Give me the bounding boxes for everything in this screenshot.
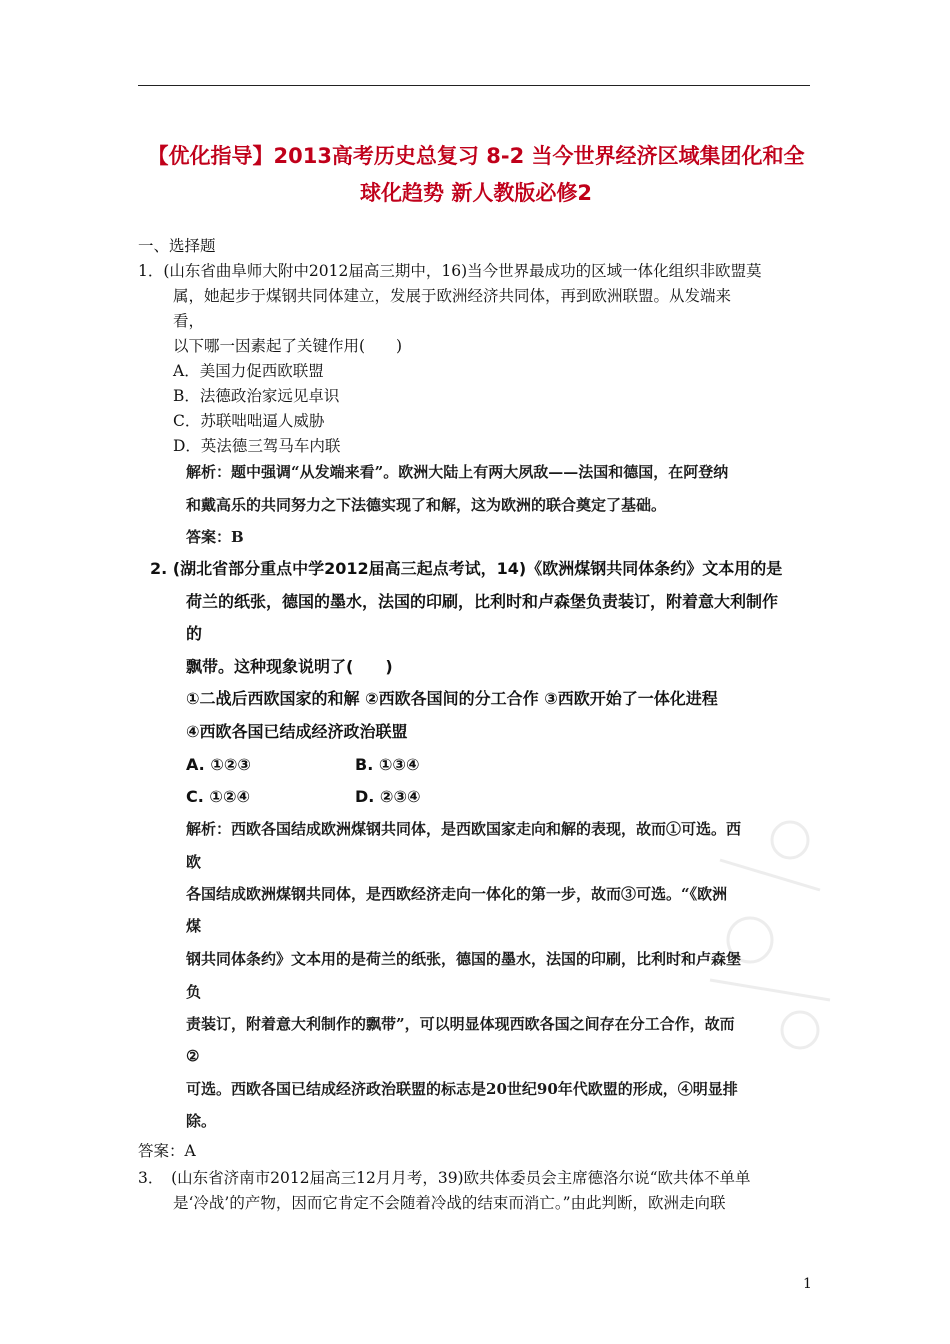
q1-line-2: 属，她起步于煤钢共同体建立，发展于欧洲经济共同体，再到欧洲联盟。从发端来: [173, 287, 732, 305]
q2-analysis-line: 负: [186, 983, 202, 1001]
page-number: 1: [803, 1276, 812, 1292]
section-heading: 一、选择题: [138, 237, 216, 255]
q2-statements-1: ①二战后西欧国家的和解 ②西欧各国间的分工合作 ③西欧开始了一体化进程: [186, 689, 718, 708]
q2-analysis-line: 可选。西欧各国已结成经济政治联盟的标志是20世纪90年代欧盟的形成，④明显排: [186, 1080, 738, 1098]
q1-option-b: B．法德政治家远见卓识: [173, 387, 340, 405]
q1-analysis-line-1: 解析：题中强调“从发端来看”。欧洲大陆上有两大夙敌——法国和德国，在阿登纳: [186, 463, 729, 481]
q2-analysis-line: 解析：西欧各国结成欧洲煤钢共同体，是西欧国家走向和解的表现，故而①可选。西: [186, 820, 742, 838]
q2-analysis-line: 各国结成欧洲煤钢共同体，是西欧经济走向一体化的第一步，故而③可选。“《欧洲: [186, 885, 728, 903]
q2-analysis-line: 责装订，附着意大利制作的飘带”，可以明显体现西欧各国之间存在分工合作，故而: [186, 1015, 735, 1033]
q1-line-1: 1．(山东省曲阜师大附中2012届高三期中，16)当今世界最成功的区域一体化组织非欧盟莫: [138, 262, 762, 280]
q1-line-4: 以下哪一因素起了关键作用( ): [173, 337, 403, 355]
q1-option-c: C．苏联咄咄逼人威胁: [173, 412, 325, 430]
q1-analysis-line-2: 和戴高乐的共同努力之下法德实现了和解，这为欧洲的联合奠定了基础。: [186, 496, 667, 514]
q2-statements-2: ④西欧各国已结成经济政治联盟: [186, 722, 408, 741]
title-line-2: 球化趋势 新人教版必修2: [360, 181, 592, 205]
q2-answer: 答案：A: [138, 1142, 196, 1160]
q2-line-3: 的: [186, 624, 203, 643]
q2-option-b: B. ①③④: [355, 755, 420, 774]
q2-analysis-line: 煤: [186, 917, 202, 935]
q2-analysis-line: ②: [186, 1047, 200, 1065]
q2-option-d: D. ②③④: [355, 787, 421, 806]
q1-option-d: D．英法德三驾马车内联: [173, 437, 341, 455]
q1-option-a: A．美国力促西欧联盟: [173, 362, 324, 380]
q3-line-2: 是‘冷战’的产物，因而它肯定不会随着冷战的结束而消亡。”由此判断，欧洲走向联: [173, 1194, 726, 1212]
q2-line-1: 2. (湖北省部分重点中学2012届高三起点考试，14)《欧洲煤钢共同体条约》文本用的是: [150, 559, 783, 578]
q2-analysis-line: 钢共同体条约》文本用的是荷兰的纸张，德国的墨水，法国的印刷，比利时和卢森堡: [186, 950, 742, 968]
q3-line-1: 3． (山东省济南市2012届高三12月月考，39)欧共体委员会主席德洛尔说“欧共体不单单: [138, 1169, 751, 1187]
q2-option-c: C. ①②④: [186, 787, 251, 806]
q2-line-4: 飘带。这种现象说明了( ): [186, 657, 393, 676]
q2-line-2: 荷兰的纸张，德国的墨水，法国的印刷，比利时和卢森堡负责装订，附着意大利制作: [186, 592, 779, 611]
title-line-1: 【优化指导】2013高考历史总复习 8-2 当今世界经济区域集团化和全: [147, 144, 805, 168]
q2-analysis-line: 除。: [186, 1112, 217, 1130]
q1-line-3: 看，: [173, 312, 205, 330]
document-title: [138, 138, 814, 212]
q2-analysis-line: 欧: [186, 853, 202, 871]
header-rule: [138, 85, 810, 86]
q2-option-a: A. ①②③: [186, 755, 251, 774]
q1-answer: 答案：B: [186, 528, 244, 546]
